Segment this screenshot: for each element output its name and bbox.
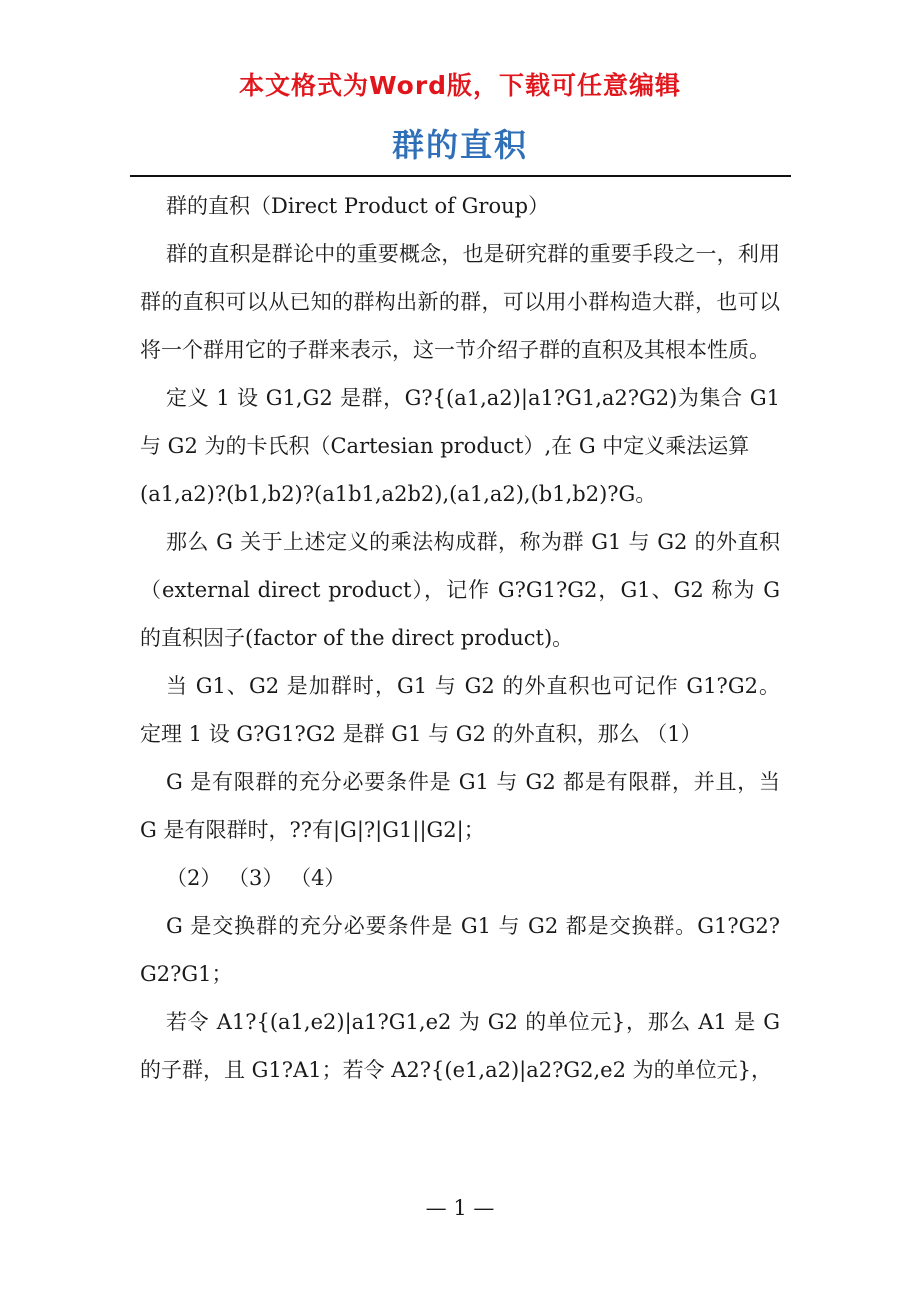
- document-title: 群的直积: [391, 126, 528, 164]
- paragraph-intro: 群的直积是群论中的重要概念，也是研究群的重要手段之一，利用群的直积可以从已知的群构出新的群，可以用小群构造大群，也可以将一个群用它的子群来表示，这一节介绍子群的直积及其根本性质。: [140, 242, 780, 362]
- paragraph-enumeration: （2） （3） （4）: [166, 866, 346, 890]
- paragraph-definition: 定义 1 设 G1,G2 是群，G?{(a1,a2)|a1?G1,a2?G2)为集合 G1 与 G2 为的卡氏积（Cartesian product）,在 G 中定义乘法运算: [140, 386, 780, 458]
- paragraph-external-product: 那么 G 关于上述定义的乘法构成群，称为群 G1 与 G2 的外直积（external direct product），记作 G?G1?G2，G1、G2 称为 G 的直积因子(factor of the direct product)。: [140, 530, 780, 650]
- title-rule: [130, 175, 791, 177]
- paragraph-subgroups: 若令 A1?{(a1,e2)|a1?G1,e2 为 G2 的单位元}，那么 A1 是 G 的子群，且 G1?A1；若令 A2?{(e1,a2)|a2?G2,e2 为的单位元}，: [140, 1010, 780, 1082]
- document-body: [140, 182, 780, 1094]
- page-number: — 1 —: [425, 1196, 495, 1220]
- paragraph-finite-group: G 是有限群的充分必要条件是 G1 与 G2 都是有限群，并且，当 G 是有限群时，??有|G|?|G1||G2|；: [140, 770, 780, 842]
- paragraph-theorem: 当 G1、G2 是加群时，G1 与 G2 的外直积也可记作 G1?G2。 定理 1 设 G?G1?G2 是群 G1 与 G2 的外直积，那么 （1）: [140, 674, 780, 746]
- paragraph-formula: (a1,a2)?(b1,b2)?(a1b1,a2b2),(a1,a2),(b1,b2)?G。: [140, 482, 657, 506]
- paragraph-abelian: G 是交换群的充分必要条件是 G1 与 G2 都是交换群。G1?G2?G2?G1；: [140, 914, 780, 986]
- banner-text: 本文格式为Word版，下载可任意编辑: [238, 71, 682, 100]
- paragraph-heading: 群的直积（Direct Product of Group）: [166, 194, 550, 218]
